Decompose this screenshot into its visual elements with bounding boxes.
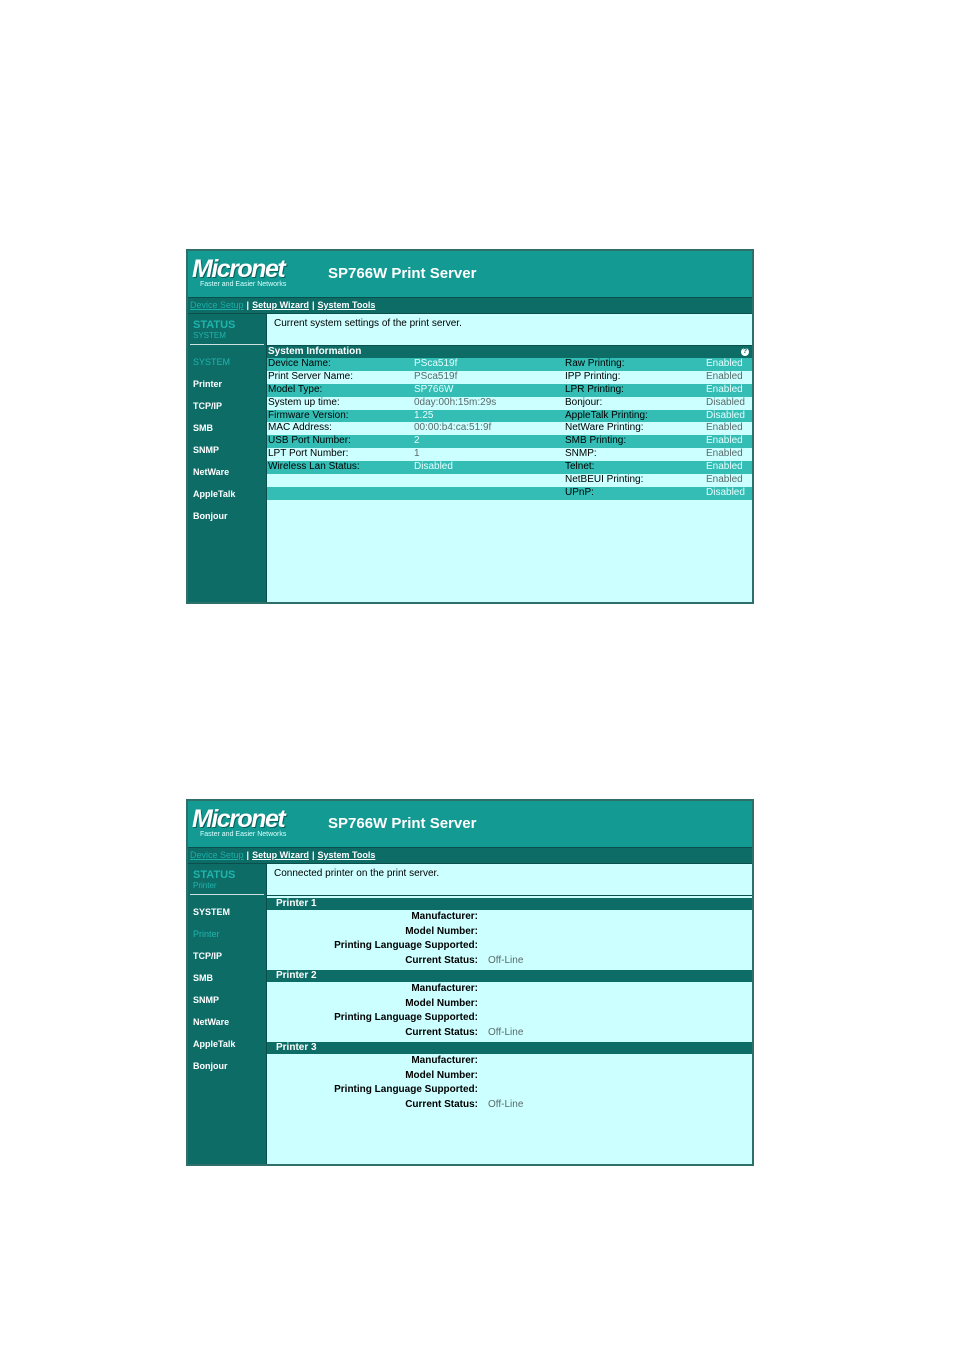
printer-field-label: Manufacturer: — [411, 911, 478, 922]
list-item — [267, 1011, 752, 1026]
printer-field-label: Model Number: — [405, 1069, 478, 1081]
nav-setup-wizard[interactable]: Setup Wizard — [252, 850, 309, 860]
status-printer-screen — [186, 799, 754, 1166]
nav-system-tools[interactable]: System Tools — [317, 850, 376, 860]
printer-field-label: Current Status: — [405, 954, 478, 966]
info-label: MAC Address: — [268, 422, 332, 434]
info-value: 1 — [414, 448, 420, 460]
printer-field-label: Printing Language Supported: — [334, 940, 478, 951]
nav-separator: | — [312, 850, 315, 860]
list-item — [267, 1026, 752, 1041]
page-description: Current system settings of the print server. — [267, 314, 752, 346]
list-item — [267, 1098, 752, 1113]
status-system-screen — [186, 249, 754, 604]
sidebar-item-appletalk[interactable]: AppleTalk — [193, 489, 236, 499]
main-content — [267, 314, 752, 602]
printer-field-label: Current Status: — [405, 1098, 478, 1110]
help-icon[interactable]: ? — [742, 348, 748, 355]
sidebar-item-printer[interactable]: Printer — [193, 929, 220, 939]
info-label: UPnP: — [565, 486, 594, 498]
top-nav — [188, 297, 752, 314]
info-value: Disabled — [706, 409, 745, 421]
sidebar-item-printer[interactable]: Printer — [193, 379, 223, 389]
nav-separator: | — [312, 300, 315, 310]
info-label: Wireless Lan Status: — [268, 461, 360, 473]
table-row — [267, 371, 752, 384]
printer-heading: Printer 1 — [267, 898, 752, 910]
sidebar-item-bonjour[interactable]: Bonjour — [193, 1061, 228, 1071]
page-description: Connected printer on the print server. — [267, 864, 752, 896]
sidebar — [188, 864, 267, 1164]
printer-heading: Printer 3 — [267, 1042, 752, 1054]
system-info-table — [267, 358, 752, 500]
info-value: Disabled — [706, 396, 745, 408]
printer-field-value: Off-Line — [488, 1026, 524, 1038]
info-value: Enabled — [706, 422, 743, 434]
info-label: NetWare Printing: — [565, 422, 644, 434]
table-row — [267, 397, 752, 410]
info-label: NetBEUI Printing: — [565, 474, 644, 486]
sidebar-item-tcpip[interactable]: TCP/IP — [193, 951, 223, 961]
info-label: Device Name: — [268, 358, 331, 369]
nav-separator: | — [246, 300, 250, 310]
logo-text: Micronet — [192, 805, 285, 833]
sidebar-divider — [190, 894, 264, 895]
page-title: SP766W Print Server — [328, 265, 477, 282]
list-item — [267, 997, 752, 1012]
list-item — [267, 939, 752, 954]
info-label: Print Server Name: — [268, 370, 354, 382]
table-row — [267, 422, 752, 435]
info-label: AppleTalk Printing: — [565, 409, 648, 421]
info-label: USB Port Number: — [268, 435, 351, 447]
system-info-heading — [267, 346, 752, 358]
info-value: 00:00:b4:ca:51:9f — [414, 422, 492, 434]
top-nav — [188, 847, 752, 864]
sidebar-item-tcpip[interactable]: TCP/IP — [193, 401, 223, 411]
nav-system-tools[interactable]: System Tools — [317, 300, 376, 310]
info-label: Firmware Version: — [268, 409, 349, 421]
table-row — [267, 435, 752, 448]
printer-field-label: Printing Language Supported: — [334, 1012, 478, 1023]
sidebar-heading: STATUS — [193, 869, 236, 881]
info-label: SMB Printing: — [565, 435, 627, 447]
sidebar-item-smb[interactable]: SMB — [193, 423, 213, 433]
info-value: Disabled — [414, 461, 453, 473]
table-row — [267, 487, 752, 500]
nav-separator: | — [246, 850, 250, 860]
printer-field-label: Manufacturer: — [411, 1055, 478, 1066]
info-value: PSca519f — [414, 370, 458, 382]
info-label: Bonjour: — [565, 396, 603, 408]
printer-list — [267, 898, 752, 1112]
info-value: Enabled — [706, 435, 743, 447]
sidebar-divider — [190, 344, 264, 345]
info-value: Enabled — [706, 383, 743, 395]
micronet-logo — [192, 257, 286, 289]
sidebar-subheading: SYSTEM — [193, 331, 226, 340]
printer-field-label: Printing Language Supported: — [334, 1084, 478, 1095]
sidebar-item-snmp[interactable]: SNMP — [193, 995, 220, 1005]
logo-tagline: Faster and Easier Networks — [200, 281, 287, 288]
info-value: 1.25 — [414, 409, 434, 421]
sidebar-item-snmp[interactable]: SNMP — [193, 445, 220, 455]
list-item — [267, 954, 752, 969]
header — [188, 251, 752, 297]
sidebar-item-appletalk[interactable]: AppleTalk — [193, 1039, 236, 1049]
sidebar-item-smb[interactable]: SMB — [193, 973, 213, 983]
sidebar-item-system[interactable]: SYSTEM — [193, 907, 231, 917]
info-value: Enabled — [706, 474, 743, 486]
info-value: 0day:00h:15m:29s — [414, 396, 497, 408]
sidebar — [188, 314, 267, 602]
table-row — [267, 358, 752, 371]
info-value: Disabled — [706, 486, 745, 498]
page-title: SP766W Print Server — [328, 815, 477, 832]
info-label: Model Type: — [268, 383, 323, 395]
info-label: Raw Printing: — [565, 358, 625, 369]
printer-field-value: Off-Line — [488, 1098, 524, 1110]
info-value: Enabled — [706, 448, 743, 460]
sidebar-item-netware[interactable]: NetWare — [193, 1017, 230, 1027]
info-label: LPT Port Number: — [268, 448, 349, 460]
header — [188, 801, 752, 847]
system-info-title: System Information — [268, 346, 362, 357]
printer-field-label: Current Status: — [405, 1026, 478, 1038]
nav-device-setup[interactable]: Device Setup — [190, 850, 244, 860]
info-value: Enabled — [706, 370, 743, 382]
nav-device-setup[interactable]: Device Setup — [190, 300, 244, 310]
table-row — [267, 384, 752, 397]
sidebar-heading: STATUS — [193, 319, 236, 331]
printer-field-label: Model Number: — [405, 925, 478, 937]
logo-text: Micronet — [192, 255, 285, 283]
printer-field-label: Manufacturer: — [411, 983, 478, 994]
table-row — [267, 410, 752, 423]
printer-heading: Printer 2 — [267, 970, 752, 982]
info-label: IPP Printing: — [565, 370, 621, 382]
table-row — [267, 474, 752, 487]
info-label: LPR Printing: — [565, 383, 624, 395]
list-item — [267, 925, 752, 940]
nav-setup-wizard[interactable]: Setup Wizard — [252, 300, 309, 310]
list-item — [267, 1054, 752, 1069]
sidebar-item-system[interactable]: SYSTEM — [193, 357, 231, 367]
printer-field-label: Model Number: — [405, 997, 478, 1009]
info-value: Enabled — [706, 358, 743, 369]
list-item — [267, 1069, 752, 1084]
list-item — [267, 1083, 752, 1098]
list-item — [267, 910, 752, 925]
info-value: 2 — [414, 435, 420, 447]
info-label: SNMP: — [565, 448, 597, 460]
info-value: Enabled — [706, 461, 743, 473]
micronet-logo — [192, 807, 286, 839]
list-item — [267, 982, 752, 997]
sidebar-subheading: Printer — [193, 881, 217, 890]
info-value: PSca519f — [414, 358, 458, 369]
table-row — [267, 461, 752, 474]
sidebar-item-bonjour[interactable]: Bonjour — [193, 511, 228, 521]
main-content — [267, 864, 752, 1164]
logo-tagline: Faster and Easier Networks — [200, 831, 287, 838]
info-label: Telnet: — [565, 461, 595, 473]
printer-field-value: Off-Line — [488, 954, 524, 966]
info-label: System up time: — [268, 396, 340, 408]
table-row — [267, 448, 752, 461]
sidebar-item-netware[interactable]: NetWare — [193, 467, 230, 477]
info-value: SP766W — [414, 383, 454, 395]
